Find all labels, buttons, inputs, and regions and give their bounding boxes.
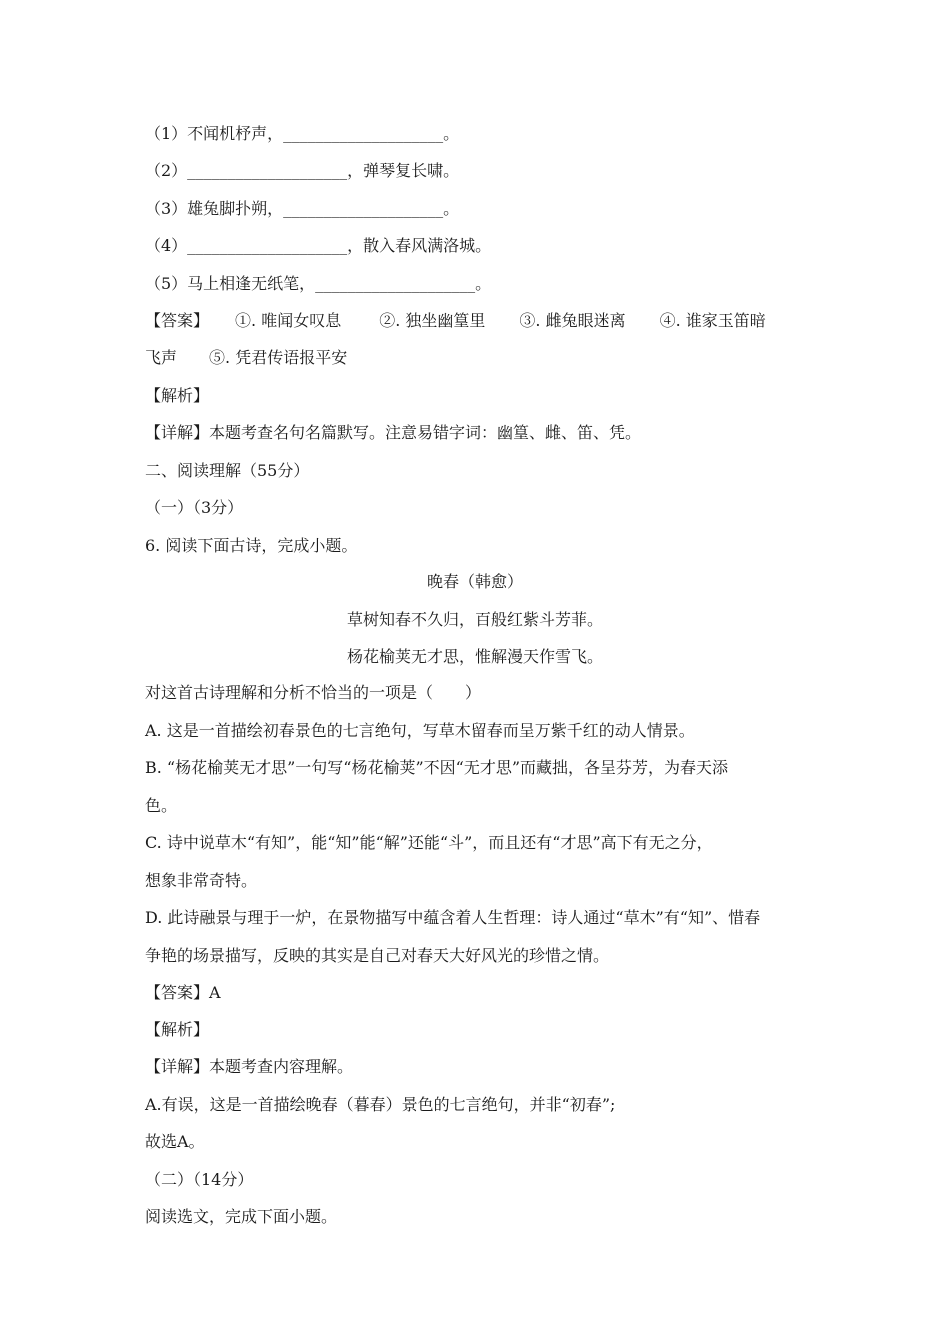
q5-answer-line-2 [145, 346, 347, 370]
answer-item-1: ①. 唯闻女叹息 [235, 311, 342, 330]
answer-item-4: ④. 谁家玉笛暗 [659, 311, 766, 330]
option-b-cont: 色。 [145, 796, 178, 815]
answer-item-2: ②. 独坐幽篁里 [379, 311, 486, 330]
q5-detail: 【详解】本题考查名句名篇默写。注意易错字词：幽篁、雌、笛、凭。 [145, 423, 642, 442]
q5-analysis-label: 【解析】 [145, 386, 210, 405]
answer-item-3: ③. 雌兔眼迷离 [519, 311, 626, 330]
option-d: D. 此诗融景与理于一炉，在景物描写中蕴含着人生哲理：诗人通过“草木”有“知”、惜春 [145, 908, 761, 927]
answer-label: 【答案】 [145, 311, 210, 330]
fill-blank-1: （1）不闻机杼声，____________________。 [145, 124, 460, 143]
q6-detail: 【详解】本题考查内容理解。 [145, 1057, 354, 1076]
q6-conclusion: 故选A。 [145, 1132, 205, 1151]
poem-line-2: 杨花榆荚无才思，惟解漫天作雪飞。 [346, 647, 603, 666]
answer-item-4-cont: 飞声 [145, 348, 178, 367]
q6-answer: 【答案】A [145, 983, 221, 1002]
option-a: A. 这是一首描绘初春景色的七言绝句，写草木留春而呈万紫千红的动人情景。 [145, 721, 695, 740]
q6-question: 对这首古诗理解和分析不恰当的一项是（ ） [145, 683, 482, 702]
fill-blank-5: （5）马上相逢无纸笔，____________________。 [145, 274, 492, 293]
option-d-cont: 争艳的场景描写，反映的其实是自己对春天大好风光的珍惜之情。 [145, 946, 610, 965]
answer-item-5: ⑤. 凭君传语报平安 [209, 348, 348, 367]
option-c: C. 诗中说草木“有知”，能“知”能“解”还能“斗”，而且还有“才思”高下有无之分， [145, 833, 713, 852]
q6-analysis-label: 【解析】 [145, 1020, 210, 1039]
poem-title: 晚春（韩愈） [426, 572, 523, 591]
part1-heading: （一）（3分） [145, 498, 244, 517]
q6-stem: 6. 阅读下面古诗，完成小题。 [145, 536, 358, 555]
read-prompt: 阅读选文，完成下面小题。 [145, 1207, 338, 1226]
section-title: 二、阅读理解（55分） [145, 461, 310, 480]
poem-line-1: 草树知春不久归，百般红紫斗芳菲。 [346, 610, 603, 629]
fill-blank-2: （2）____________________，弹琴复长啸。 [145, 161, 460, 180]
q5-answer-line [145, 309, 766, 333]
option-c-cont: 想象非常奇特。 [145, 871, 258, 890]
option-b: B. “杨花榆荚无才思”一句写“杨花榆荚”不因“无才思”而藏拙，各呈芬芳，为春天添 [145, 758, 729, 777]
fill-blank-4: （4）____________________，散入春风满洛城。 [145, 236, 492, 255]
q6-explain: A.有误，这是一首描绘晚春（暮春）景色的七言绝句，并非“初春”; [145, 1095, 616, 1114]
fill-blank-3: （3）雄兔脚扑朔，____________________。 [145, 199, 460, 218]
part2-heading: （二）（14分） [145, 1170, 254, 1189]
